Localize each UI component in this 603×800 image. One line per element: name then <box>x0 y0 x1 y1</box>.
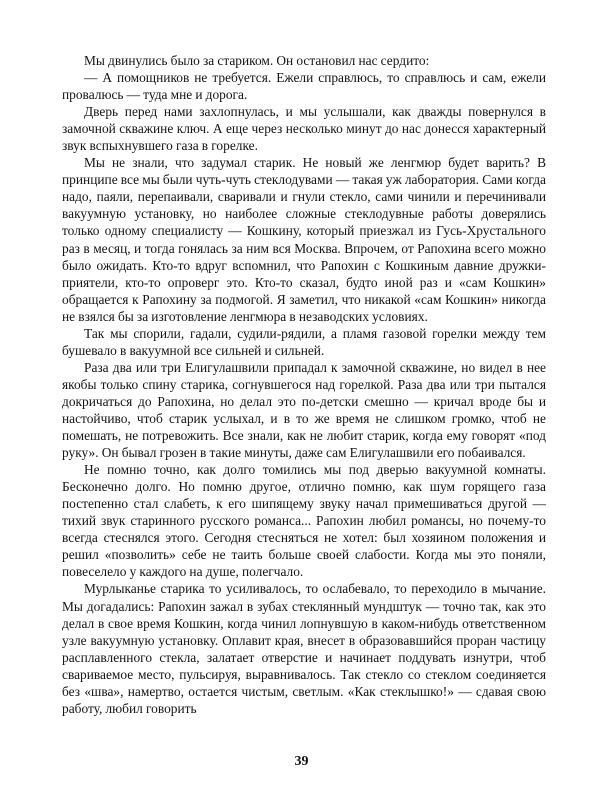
paragraph: Раза два или три Елигулашвили припадал к замочной скважине, но видел в нее якобы только спину старика, согнувшегося над горелкой. Раза два или три пытался докричаться до Рапохина, но делал это по-детски смешно — кричал вроде бы и настойчиво, чтоб старик услыхал, и в то же время не слишком громко, чтоб не помешать, не потревожить. Все знали, как не любит старик, когда ему говорят «под руку». Он бывал грозен в такие минуты, даже сам Елигулашвили его побаивался. <box>62 359 546 461</box>
paragraph: Дверь перед нами захлопнулась, и мы услышали, как дважды повернулся в замочной скважине ключ. А еще через несколько минут до нас донесся характерный звук вспыхнувшего газа в горелке. <box>62 104 546 154</box>
paragraph: Не помню точно, как долго томились мы под дверью вакуумной комнаты. Бесконечно долго. Но помню другое, отлично помню, как шум горящего газа постепенно стал слабеть, к его шипящему звуку начал примешиваться другой — тихий звук старинного русского романса... Рапохин любил романсы, но почему-то всегда стеснялся этого. Сегодня стесняться не хотел: был хозяином положения и решил «позволить» себе не таить больше своей слабости. Когда мы это поняли, повеселело у каждого на душе, полегчало. <box>62 462 546 580</box>
page-text <box>62 52 546 717</box>
paragraph: Мурлыканье старика то усиливалось, то ослабевало, то переходило в мычание. Мы догадались: Рапохин зажал в зубах стеклянный мундштук — точно так, как это делал в свое время Кошкин, когда чинил лопнувшую в каком-нибудь ответственном узле вакуумную установку. Оплавит края, внесет в образовавшийся проран частицу расплавленного стекла, залатает отверстие и начинает поддувать изнутри, чтоб свариваемое место, пульсируя, выравнивалось. Так стекло со стеклом соединяется без «шва», намертво, остается чистым, светлым. «Как стеклышко!» — сдавая свою работу, любил говорить <box>62 581 546 716</box>
paragraph: — А помощников не требуется. Ежели справлюсь, то справлюсь и сам, ежели провалюсь — туда мне и дорога. <box>62 70 546 103</box>
paragraph: Так мы спорили, гадали, судили-рядили, а пламя газовой горелки между тем бушевало в вакуумной все сильней и сильней. <box>62 325 546 358</box>
paragraph: Мы не знали, что задумал старик. Не новый же ленгмюр будет варить? В принципе все мы были чуть-чуть стеклодувами — такая уж лаборатория. Сами когда надо, паяли, перепаивали, сваривали и гнули стекло, сами чинили и перечинивали вакуумную установку, но наиболее сложные стеклодувные работы доверялись только одному специалисту — Кошкину, который приезжал из Гусь-Хрустального раз в месяц, и тогда гонялась за ним вся Москва. Впрочем, от Рапохина всего можно было ожидать. Кто-то вдруг вспомнил, что Рапохин с Кошкиным давние дружки-приятели, кто-то опроверг это. Кто-то сказал, будто иной раз и «сам Кошкин» обращается к Рапохину за подмогой. Я заметил, что никакой «сам Кошкин» никогда не взялся бы за изготовление ленгмюра в незаводских условиях. <box>62 155 546 324</box>
paragraph: Мы двинулись было за стариком. Он остановил нас сердито: <box>84 53 430 68</box>
page-number: 39 <box>294 754 309 769</box>
